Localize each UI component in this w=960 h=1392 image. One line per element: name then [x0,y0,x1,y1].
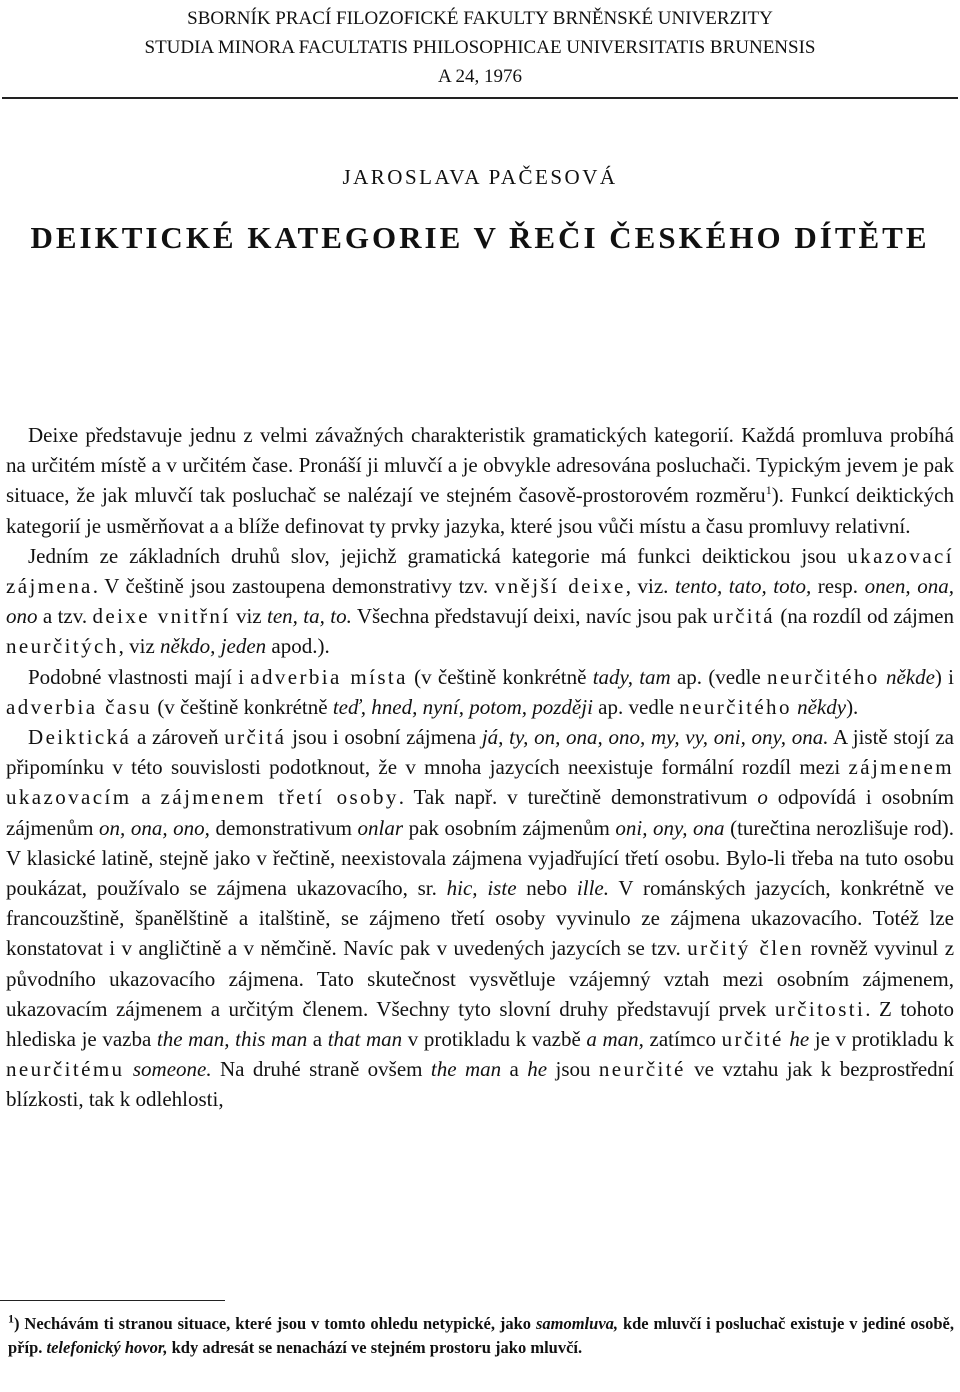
paragraph-4: Deiktická a zároveň určitá jsou i osobní zájmena já, ty, on, ona, ono, my, vy, oni, ony, ona. A jistě stojí za připomínku v této souvislosti podotknout, že v mnoha jazycích neexistuje formální rozdíl mezi zájmenem ukazovacím a zájmenem třetí osoby. Tak např. v turečtině demonstrativum o odpovídá i osobním zájmenům on, ona, ono, demonstrativum onlar pak osobním zájmenům oni, ony, ona (turečtina nerozlišuje rod). V klasické latině, stejně jako v řečtině, neexistovala zájmena vyjadřující třetí osobu. Bylo-li třeba na tuto osobu poukázat, používalo se zájmena ukazovacího, sr. hic, iste nebo ille. V románských jazycích, konkrétně ve francouzštině, španělštině a italštině, se zájmeno třetí osoby vyvinulo ze zájmena ukazovacího. Totéž lze konstatovat i v angličtině a v němčině. Navíc pak v uvedených jazycích se tzv. určitý člen rovněž vyvinul z původního ukazovacího zájmena. Tato skutečnost vysvětluje vzájemný vztah mezi osobním zájmenem, ukazovacím zájmenem a určitým členem. Všechny tyto slovní druhy představují prvek určitosti. Z tohoto hlediska je vazba the man, this man a that man v protikladu k vazbě a man, zatímco určité he je v protikladu k neurčitému someone. Na druhé straně ovšem the man a he jsou neurčité ve vztahu jak k bezprostřední blízkosti, tak k odlehlosti, [6,725,955,1112]
journal-title-latin: STUDIA MINORA FACULTATIS PHILOSOPHICAE UNIVERSITATIS BRUNENSIS [144,37,816,58]
header-rule [2,97,958,99]
paragraph-2: Jedním ze základních druhů slov, jejichž gramatická kategorie má funkci deiktickou jsou ukazovací zájmena. V češtině jsou zastoupena demonstrativy tzv. vnější deixe, viz. tento, tato, toto, resp. onen, ona, ono a tzv. deixe vnitřní viz ten, ta, to. Všechna představují deixi, navíc jsou pak určitá (na rozdíl od zájmen neurčitých, viz někdo, jeden apod.). [6,543,954,659]
paragraph-1: Deixe představuje jednu z velmi závažných charakteristik gramatických kategorií. Každá promluva probíhá na určitém místě a v určitém čase. Pronáší ji mluvčí a je obvykle adresována posluchači. Typickým jevem je pak situace, že jak mluvčí tak posluchač se nalézají ve stejném časově-prostorovém rozměru$^1$). Funkcí deiktických kategorií je usměrňovat a a blíže definovat ty prvky jazyka, které jsou vůči místu a času promluvy relativní. [6,423,954,538]
paragraph-3: Podobné vlastnosti mají i adverbia místa (v češtině konkrétně tady, tam ap. (vedle neurčitého někde) i adverbia času (v češtině konkrétně teď, hned, nyní, potom, později ap. vedle neurčitého někdy). [6,664,954,719]
article-body [6,420,954,1115]
article-title: DEIKTICKÉ KATEGORIE V ŘEČI ČESKÉHO DÍTĚTE [30,220,930,255]
author-name: JAROSLAVA PAČESOVÁ [342,165,618,189]
journal-title-czech: SBORNÍK PRACÍ FILOZOFICKÉ FAKULTY BRNĚNSKÉ UNIVERZITY [187,8,773,29]
journal-header [0,4,960,91]
footnote-rule [0,1300,225,1301]
footnote-ref: 1 [765,483,772,498]
journal-volume: A 24, 1976 [438,66,522,87]
footnote-number: 1 [8,1311,14,1326]
footnote: $^1$) Nechávám ti stranou situace, které jsou v tomto ohledu netypické, jako samomluva, kde mluvčí i posluchač existuje v jediné osobě, příp. telefonický hovor, kdy adresát se nenachází ve stejném prostoru jako mluvčí. [8,1311,954,1357]
